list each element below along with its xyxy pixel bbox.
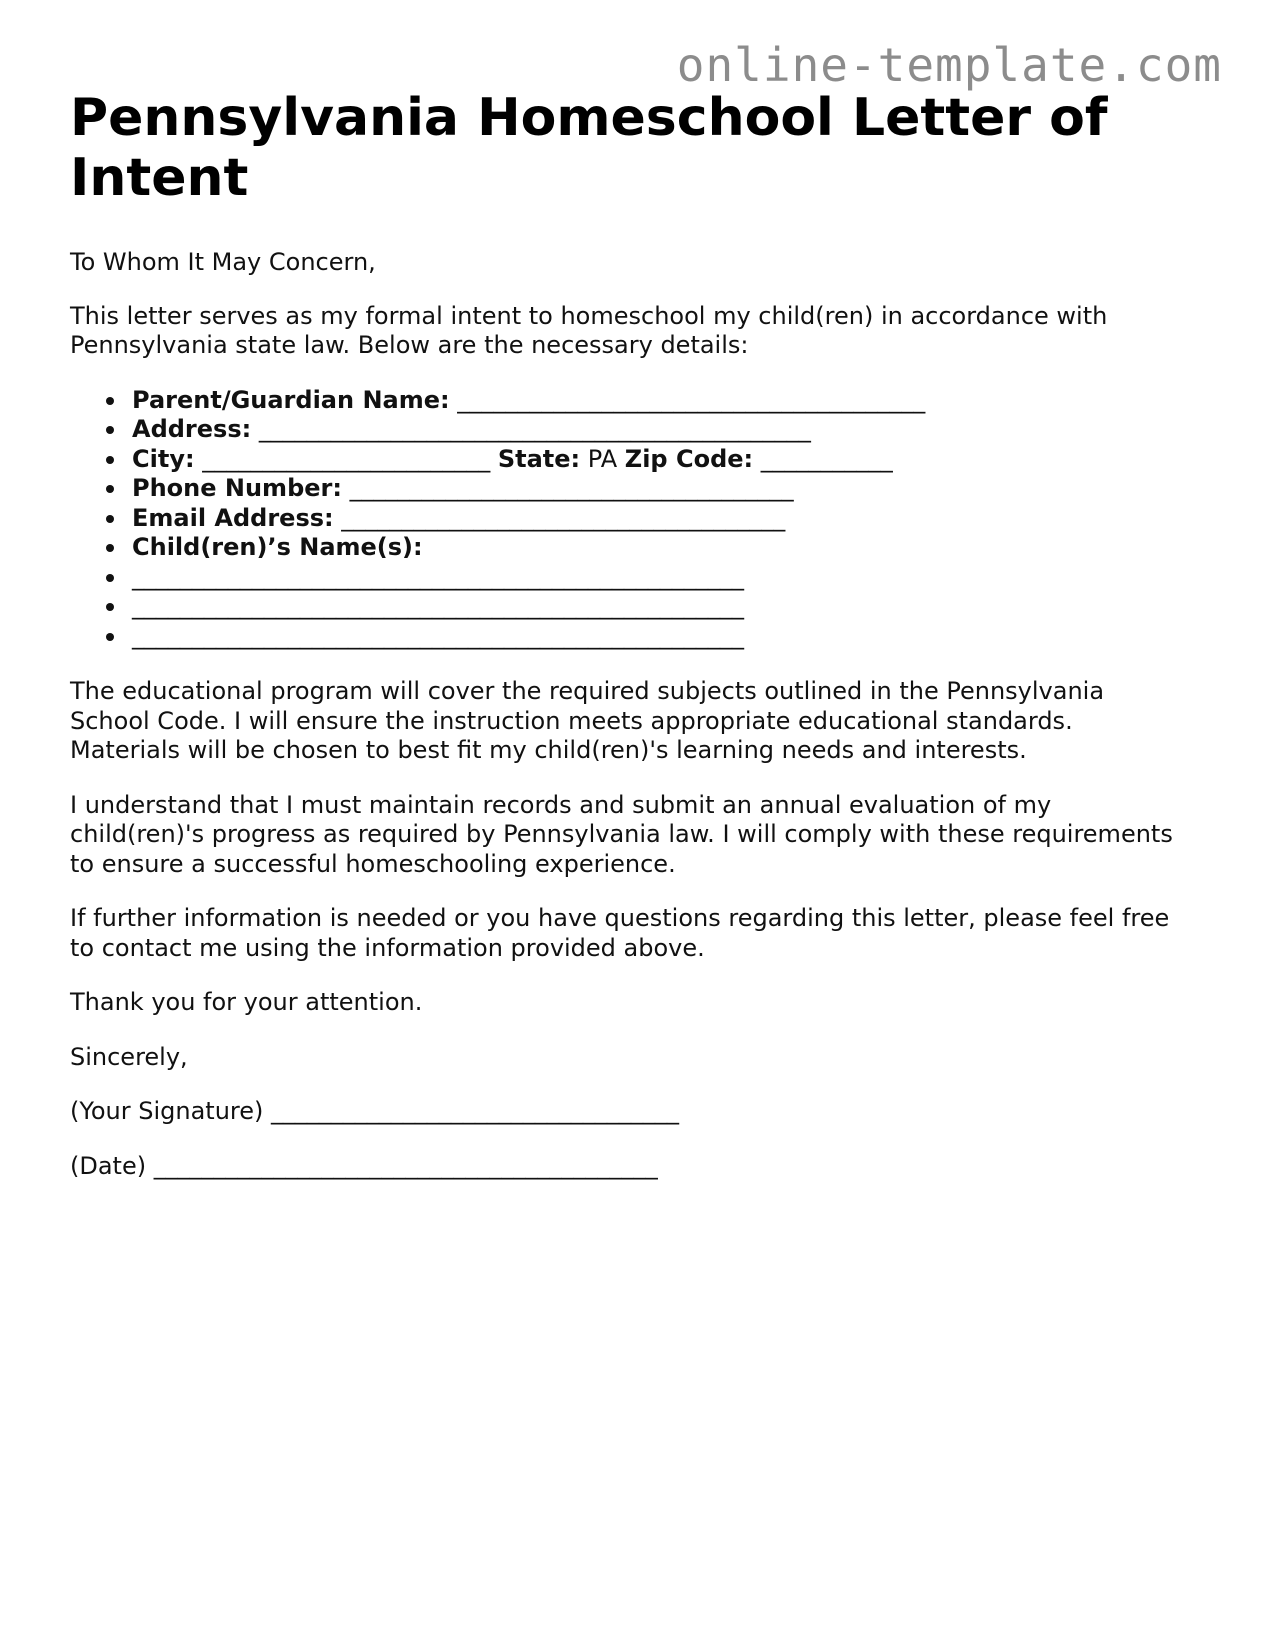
- intro-paragraph: This letter serves as my formal intent to homeschool my child(ren) in accordance with Pennsylvania state law. Below are the necessary details:: [70, 301, 1108, 359]
- child-name-field[interactable]: ___________________________________________________: [132, 592, 744, 620]
- address-label: Address:: [132, 415, 252, 443]
- child-name-field[interactable]: ___________________________________________________: [132, 562, 744, 591]
- parent-name-label: Parent/Guardian Name:: [132, 385, 450, 414]
- list-item: [132, 622, 1190, 652]
- date-label: (Date): [70, 1151, 147, 1180]
- list-item: [132, 563, 1190, 593]
- records-paragraph: I understand that I must maintain records and submit an annual evaluation of my child(ren)'s progress as required by Pennsylvania law. I will comply with these requirements to ensure a successful homeschooling experience.: [70, 790, 1173, 878]
- state-label: State:: [497, 444, 581, 473]
- zip-code-label: Zip Code:: [624, 444, 754, 473]
- state-value: PA: [587, 444, 618, 473]
- phone-field[interactable]: _____________________________________: [349, 474, 794, 502]
- zip-code-field[interactable]: ___________: [760, 444, 893, 473]
- city-field[interactable]: ________________________: [202, 444, 491, 473]
- page-title: Pennsylvania Homeschool Letter of Intent: [70, 88, 1108, 208]
- signature-label: (Your Signature): [70, 1097, 264, 1125]
- signature-field[interactable]: __________________________________: [271, 1097, 680, 1125]
- list-item: [132, 386, 1190, 416]
- date-field[interactable]: __________________________________________: [153, 1151, 658, 1180]
- city-label: City:: [132, 444, 195, 473]
- email-field[interactable]: _____________________________________: [341, 503, 786, 532]
- watermark: online-template.com: [676, 38, 1222, 92]
- child-name-field[interactable]: ___________________________________________________: [132, 621, 744, 650]
- closing: Sincerely,: [70, 1042, 188, 1071]
- greeting: To Whom It May Concern,: [70, 248, 376, 276]
- contact-paragraph: If further information is needed or you have questions regarding this letter, please feel free to contact me using the information provided above.: [70, 904, 1170, 962]
- list-item: [132, 592, 1190, 622]
- email-label: Email Address:: [132, 503, 334, 532]
- phone-label: Phone Number:: [132, 474, 342, 502]
- date-line: [70, 1152, 1190, 1182]
- children-names-label: Child(ren)’s Name(s):: [132, 533, 423, 561]
- signature-line: [70, 1097, 1190, 1127]
- address-field[interactable]: ______________________________________________: [258, 415, 811, 443]
- program-paragraph: The educational program will cover the required subjects outlined in the Pennsylvania School Code. I will ensure the instruction meets appropriate educational standards. Materials will be chosen to best fit my child(ren)'s learning needs and interests.: [70, 677, 1105, 764]
- list-item: [132, 474, 1190, 504]
- details-list: [70, 386, 1190, 652]
- thanks-paragraph: Thank you for your attention.: [70, 988, 423, 1016]
- letter-document: [70, 88, 1190, 1181]
- parent-name-field[interactable]: _______________________________________: [457, 385, 926, 414]
- list-item: [132, 445, 1190, 475]
- list-item: [132, 415, 1190, 445]
- list-item: [132, 533, 1190, 563]
- list-item: [132, 504, 1190, 534]
